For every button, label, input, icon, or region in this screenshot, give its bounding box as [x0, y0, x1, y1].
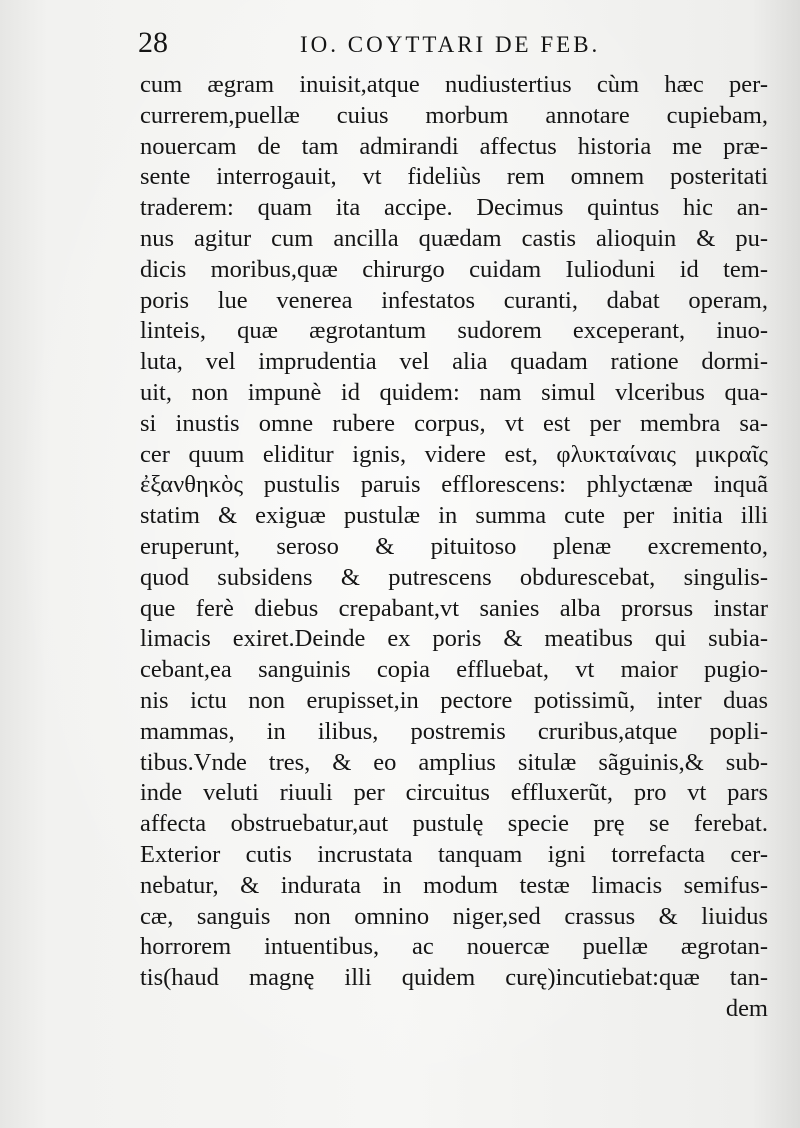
body-text [140, 70, 768, 1025]
text-line: quod subsidens & putrescens obdurescebat, singulis- [140, 563, 768, 591]
text-line: statim & exiguæ pustulæ in summa cute per initia illi [140, 502, 768, 530]
text-line: limacis exiret.Deinde ex poris & meatibus qui subia- [140, 625, 768, 653]
text-line: sente interrogauit, vt fideliùs rem omnem posteritati [140, 163, 768, 191]
text-line: cer quum eliditur ignis, videre est, φλυκταίναις μικραῖς [140, 440, 768, 468]
text-line: Exterior cutis incrustata tanquam igni torrefacta cer- [140, 840, 768, 868]
text-line: cæ, sanguis non omnino niger,sed crassus & liuidus [140, 902, 768, 930]
text-line: currerem,puellæ cuius morbum annotare cupiebam, [140, 101, 768, 129]
text-line: horrorem intuentibus, ac nouercæ puellæ ægrotan- [140, 933, 768, 961]
text-line: uit, non impunè id quidem: nam simul vlceribus qua- [140, 378, 768, 406]
text-line: tis(haud magnę illi quidem curę)incutiebat:quæ tan- [140, 964, 768, 992]
text-line: luta, vel imprudentia vel alia quadam ratione dormi- [140, 348, 768, 376]
catchword: dem [725, 994, 768, 1022]
text-line: cum ægram inuisit,atque nudiustertius cùm hæc per- [140, 71, 768, 98]
text-line: tibus.Vnde tres, & eo amplius situlæ sãguinis,& sub- [140, 748, 768, 776]
text-line: traderem: quam ita accipe. Decimus quintus hic an- [140, 194, 768, 222]
text-line: affecta obstruebatur,aut pustulę specie prę se ferebat. [140, 810, 768, 838]
text-line: inde veluti riuuli per circuitus effluxerũt, pro vt pars [140, 779, 768, 807]
text-line: nouercam de tam admirandi affectus historia me præ- [140, 132, 768, 160]
text-line: poris lue venerea infestatos curanti, dabat operam, [140, 286, 768, 314]
page-header [138, 26, 778, 66]
text-line: nebatur, & indurata in modum testæ limacis semifus- [140, 871, 768, 899]
text-line: linteis, quæ ægrotantum sudorem exceperant, inuo- [140, 317, 768, 345]
running-head: IO. COYTTARI DE FEB. [300, 32, 601, 57]
text-line: eruperunt, seroso & pituitoso plenæ excremento, [140, 532, 768, 560]
text-line: dicis moribus,quæ chirurgo cuidam Iulioduni id tem- [140, 255, 768, 283]
text-line: que ferè diebus crepabant,vt sanies alba prorsus instar [140, 594, 768, 622]
page-number: 28 [138, 26, 168, 59]
text-line: mammas, in ilibus, postremis cruribus,atque popli- [140, 717, 768, 745]
text-line: cebant,ea sanguinis copia effluebat, vt maior pugio- [140, 656, 768, 684]
text-line: ἐξανθηκὸς pustulis paruis efflorescens: phlyctænæ inquã [140, 471, 768, 499]
text-line: nis ictu non erupisset,in pectore potissimũ, inter duas [140, 686, 768, 714]
text-line: nus agitur cum ancilla quædam castis alioquin & pu- [140, 224, 768, 252]
text-line: si inustis omne rubere corpus, vt est per membra sa- [140, 409, 768, 437]
